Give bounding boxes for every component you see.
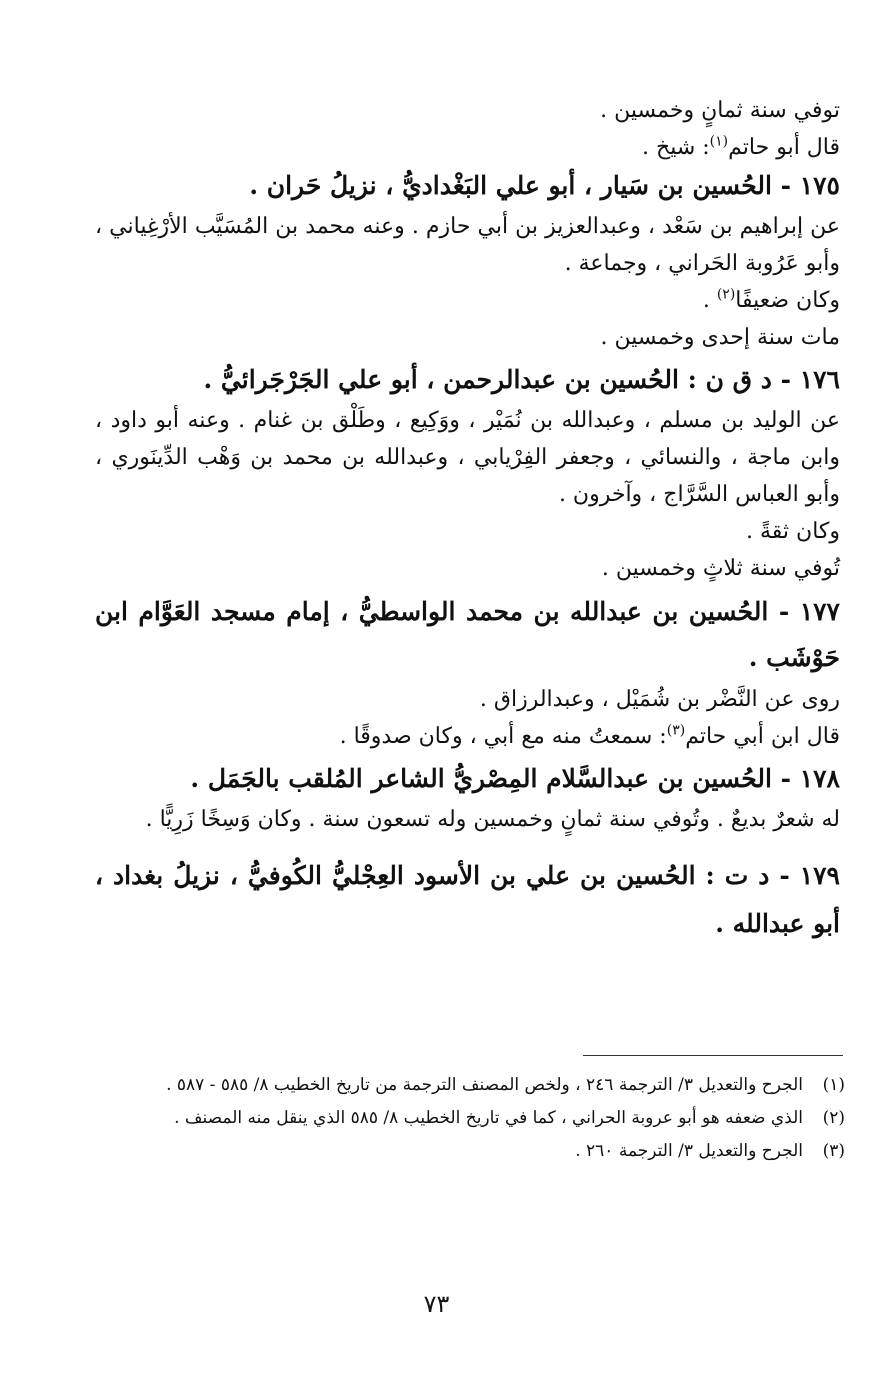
entry-grade bbox=[95, 282, 840, 319]
footnotes bbox=[100, 1071, 845, 1170]
entry-grade bbox=[95, 718, 840, 755]
text-line bbox=[95, 129, 840, 166]
footnote-number: (٢) bbox=[822, 1108, 845, 1128]
entry-body: عن إبراهيم بن سَعْد ، وعبدالعزيز بن أبي حازم . وعنه محمد بن المُسَيَّب الأرْغِياني ، وأبو عَرُوبة الحَراني ، وجماعة . bbox=[95, 214, 840, 276]
entry-body: روى عن النَّضْر بن شُمَيْل ، وعبدالرزاق . bbox=[479, 687, 840, 712]
entry-body: له شعرٌ بديعٌ . وتُوفي سنة ثمانٍ وخمسين وله تسعون سنة . وكان وَسِخًا زَرِيًّا . bbox=[145, 807, 840, 832]
footnote bbox=[100, 1137, 845, 1165]
footnote-number: (٣) bbox=[822, 1141, 845, 1161]
entry-death: مات سنة إحدى وخمسين . bbox=[600, 325, 840, 350]
footnote-text: الجرح والتعديل ٣/ الترجمة ٢٤٦ ، ولخص المصنف الترجمة من تاريخ الخطيب ٨/ ٥٨٥ - ٥٨٧ . bbox=[166, 1075, 803, 1095]
text-span: : سمعتُ منه مع أبي ، وكان صدوقًا . bbox=[339, 724, 667, 749]
text-span: وكان ضعيفًا bbox=[735, 288, 840, 313]
footnote-text: الذي ضعفه هو أبو عروبة الحراني ، كما في تاريخ الخطيب ٨/ ٥٨٥ الذي ينقل منه المصنف . bbox=[174, 1108, 803, 1128]
footnote-ref: (١) bbox=[709, 133, 729, 150]
entry-heading-177: ١٧٧ - الحُسين بن عبدالله بن محمد الواسطيُّ ، إمام مسجد العَوَّام ابن حَوْشَب . bbox=[95, 597, 840, 672]
entry-death: تُوفي سنة ثلاثٍ وخمسين . bbox=[601, 556, 840, 581]
entry-heading-175: ١٧٥ - الحُسين بن سَيار ، أبو علي البَغْداديُّ ، نزيلُ حَران . bbox=[249, 171, 840, 200]
footnote-text: الجرح والتعديل ٣/ الترجمة ٢٦٠ . bbox=[575, 1141, 803, 1161]
main-text bbox=[95, 92, 840, 948]
text-span: قال ابن أبي حاتم bbox=[685, 724, 840, 749]
footnote bbox=[100, 1104, 845, 1132]
entry-heading-179: ١٧٩ - د ت : الحُسين بن علي بن الأسود العِجْليُّ الكُوفيُّ ، نزيلُ بغداد ، أبو عبدالله . bbox=[95, 861, 840, 938]
text-span: : شيخ . bbox=[642, 135, 710, 160]
text-span: قال أبو حاتم bbox=[728, 135, 840, 160]
footnote-ref: (٣) bbox=[666, 722, 686, 739]
entry-grade: وكان ثقةً . bbox=[746, 519, 840, 544]
entry-heading-178: ١٧٨ - الحُسين بن عبدالسَّلام المِصْريُّ الشاعر المُلقب بالجَمَل . bbox=[190, 764, 840, 793]
footnote-number: (١) bbox=[822, 1075, 845, 1095]
entry-body: عن الوليد بن مسلم ، وعبدالله بن نُمَيْر ، ووَكِيع ، وطَلْق بن غنام . وعنه أبو داود ، وابن ماجة ، والنسائي ، وجعفر الفِرْيابي ، وعبدالله بن محمد بن وَهْب الدِّينَوري ، وأبو العباس السَّرَّاج ، وآخرون . bbox=[95, 408, 840, 507]
footnote-ref: (٢) bbox=[716, 286, 736, 303]
page-number: ٧٣ bbox=[423, 1290, 450, 1318]
text-line: توفي سنة ثمانٍ وخمسين . bbox=[600, 98, 840, 123]
entry-heading-176: ١٧٦ - د ق ن : الحُسين بن عبدالرحمن ، أبو علي الجَرْجَرائيُّ . bbox=[203, 365, 840, 394]
footnote bbox=[100, 1071, 845, 1099]
text-span: . bbox=[702, 288, 717, 313]
footnote-divider bbox=[583, 1055, 843, 1056]
